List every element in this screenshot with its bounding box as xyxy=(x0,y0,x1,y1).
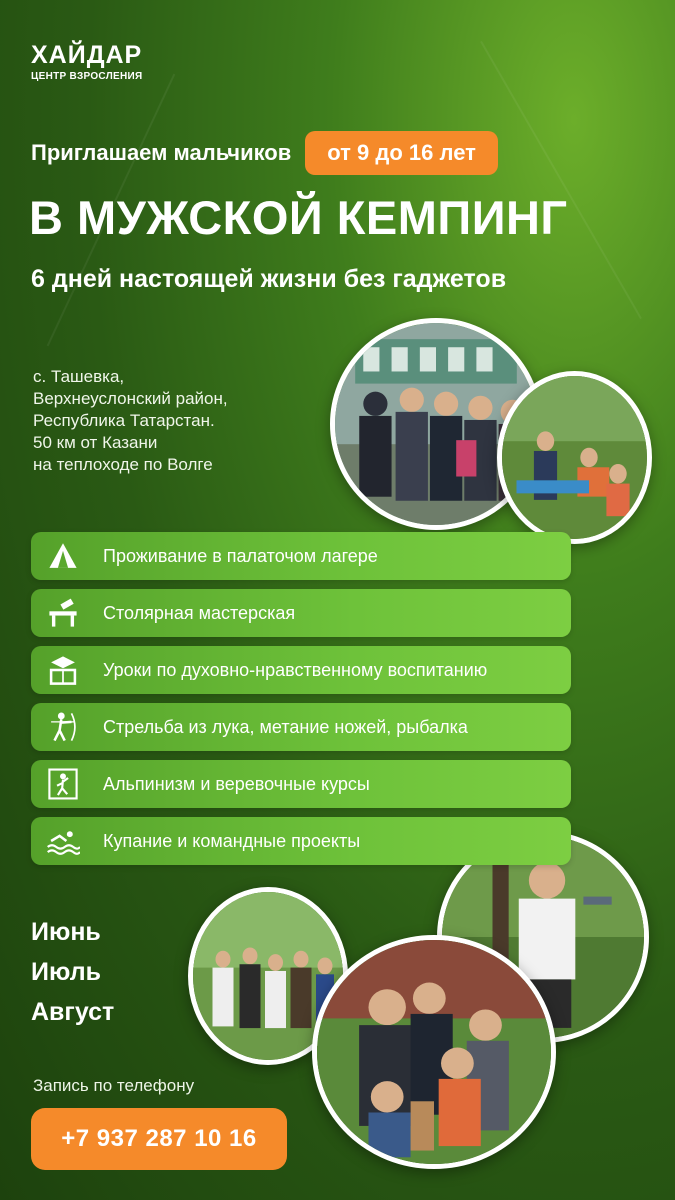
location-text xyxy=(33,366,228,476)
feature-item-workshop xyxy=(31,589,571,637)
logo xyxy=(31,42,142,82)
month-item: Август xyxy=(31,998,115,1026)
invite-row xyxy=(31,131,498,175)
location-line: с. Ташевка, xyxy=(33,367,125,386)
logo-subtitle: ЦЕНТР ВЗРОСЛЕНИЯ xyxy=(31,71,143,82)
phone-label: Запись по телефону xyxy=(33,1076,195,1095)
month-item: Июль xyxy=(31,958,101,986)
location-line: 50 км от Казани xyxy=(33,433,158,452)
climber-icon xyxy=(43,766,83,802)
subheadline: 6 дней настоящей жизни без гаджетов xyxy=(31,265,507,293)
features-list xyxy=(31,532,571,874)
archer-icon xyxy=(43,709,83,745)
months-list xyxy=(31,912,114,1032)
month-item: Июнь xyxy=(31,918,101,946)
book-lesson-icon xyxy=(43,652,83,688)
tent-icon xyxy=(43,538,83,574)
feature-label: Столярная мастерская xyxy=(103,602,296,623)
logo-title: ХАЙДАР xyxy=(31,41,143,69)
swimmer-icon xyxy=(43,823,83,859)
location-line: на теплоходе по Волге xyxy=(33,455,213,474)
feature-item-archery xyxy=(31,703,571,751)
workbench-icon xyxy=(43,595,83,631)
feature-item-swimming xyxy=(31,817,571,865)
feature-label: Проживание в палаточом лагере xyxy=(103,545,378,566)
feature-label: Стрельба из лука, метание ножей, рыбалка xyxy=(103,716,468,737)
feature-item-tent xyxy=(31,532,571,580)
phone-button[interactable]: +7 937 287 10 16 xyxy=(31,1108,287,1170)
invite-text: Приглашаем мальчиков xyxy=(31,140,292,165)
feature-label: Альпинизм и веревочные курсы xyxy=(103,773,370,794)
age-badge: от 9 до 16 лет xyxy=(305,131,498,175)
feature-item-climbing xyxy=(31,760,571,808)
location-line: Верхнеуслонский район, xyxy=(33,389,228,408)
feature-label: Купание и командные проекты xyxy=(103,830,361,851)
feature-label: Уроки по духовно-нравственному воспитанию xyxy=(103,659,488,680)
feature-item-lessons xyxy=(31,646,571,694)
team-game-photo xyxy=(497,371,652,544)
location-line: Республика Татарстан. xyxy=(33,411,215,430)
headline: В МУЖСКОЙ КЕМПИНГ xyxy=(29,191,568,244)
woodwork-class-photo xyxy=(312,935,556,1169)
